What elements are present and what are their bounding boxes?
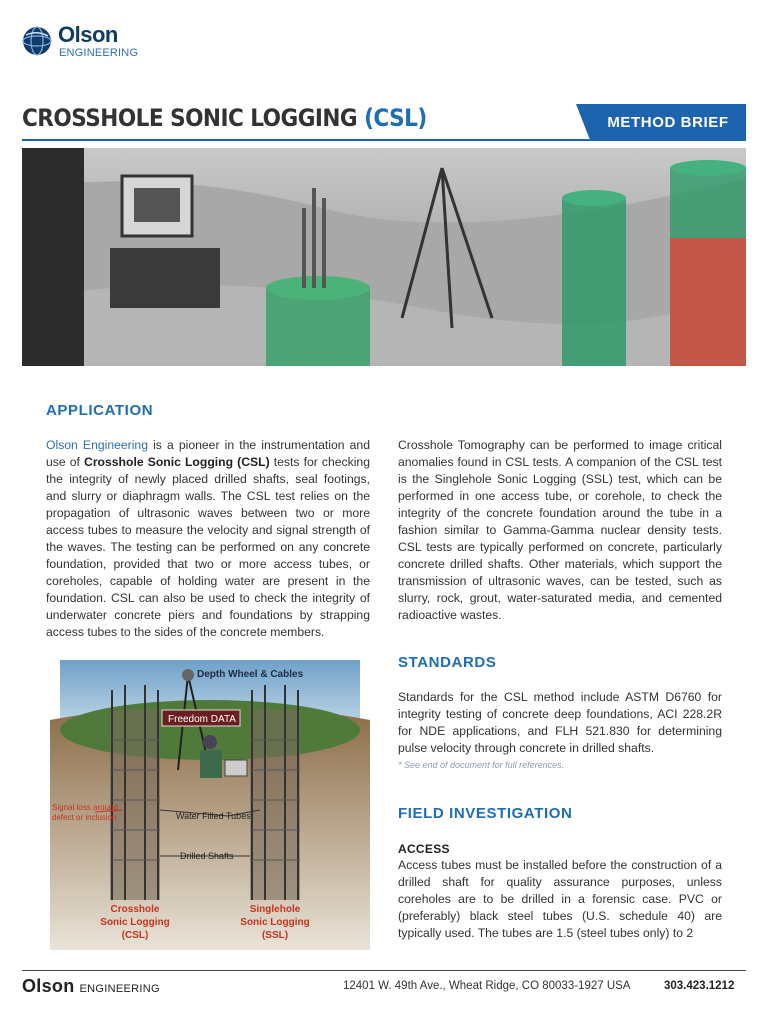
standards-paragraph: Standards for the CSL method include ASTM D6760 for integrity testing of concrete deep foundations, ACI 228.2R for NDE applications, and FLH 521.830 for determining pulse velocity through concrete in drilled shafts.: [398, 690, 722, 755]
title-main: CROSSHOLE SONIC LOGGING: [22, 104, 365, 132]
field-investigation-heading: FIELD INVESTIGATION: [398, 805, 573, 822]
footer-rule: [22, 970, 746, 971]
brand-subtitle: ENGINEERING: [59, 47, 139, 59]
standards-heading: STANDARDS: [398, 654, 497, 671]
ssl-label-2: Sonic Logging: [240, 917, 310, 928]
application-paragraph-1: Olson Engineering is a pioneer in the instrumentation and use of Crosshole Sonic Logging (CSL) tests for checking the integrity of newly placed drilled shafts, seal footings, and slurry or diaphragm walls. The CSL test relies on the propagation of ultrasonic waves between two or more access tubes to measure the velocity and signal strength of the waves. The testing can be performed on any concrete foundation, provided that two or more access tubes, or coreholes, capable of holding water are present in the foundation. CSL can also be used to check the integrity of underwater concrete piers and foundations by strapping access tubes to the sides of the concrete members.: [46, 438, 370, 639]
page-title: [22, 104, 427, 132]
drilled-shafts-label: Drilled Shafts: [180, 851, 234, 861]
olson-logo: [22, 22, 152, 62]
olson-engineering-lead: Olson Engineering: [46, 438, 148, 452]
title-accent: (CSL): [364, 104, 427, 132]
csl-label-1: Crosshole: [110, 904, 160, 915]
footer-logo: [22, 976, 160, 997]
csl-ssl-diagram: [50, 660, 370, 950]
csl-label-2: Sonic Logging: [100, 917, 170, 928]
globe-icon: [22, 26, 52, 56]
water-tubes-label: Water Filled Tubes: [176, 811, 251, 821]
footer-address: 12401 W. 49th Ave., Wheat Ridge, CO 80033-1927 USA: [343, 980, 631, 992]
footer-logo-sub: ENGINEERING: [79, 983, 160, 995]
access-paragraph: Access tubes must be installed before the construction of a drilled shaft for quality assurance purposes, unless coreholes are to be drilled in a forensic case. PVC or (preferably) black steel tubes (U.S. schedule 40) are typically used. The tubes are 1.5 (steel tubes only) to 2: [398, 858, 722, 940]
application-paragraph-2: Crosshole Tomography can be performed to image critical anomalies found in CSL tests. A companion of the CSL test is the Singlehole Sonic Logging (SSL) test, which can be performed in one access tube, or corehole, to check the integrity of the concrete foundation around the tube in a fashion similar to Gamma-Gamma nuclear density tests. CSL tests are typically performed on concrete, particularly concrete drilled shafts. Other materials, which support the transmission of ultrasonic waves, can be tested, such as slurry, rock, grout, water-saturated media, and cemented radioactive wastes.: [398, 438, 722, 622]
ssl-label-1: Singlehole: [249, 904, 301, 915]
signal-loss-label-1: Signal loss around: [52, 803, 118, 812]
references-note: * See end of document for full references.: [398, 760, 565, 770]
method-brief-tab: METHOD BRIEF: [590, 104, 746, 140]
signal-loss-label-2: defect or inclusion: [52, 813, 117, 822]
depth-wheel-label: Depth Wheel & Cables: [197, 669, 304, 680]
title-rule: [22, 139, 746, 141]
footer-logo-name: Olson: [22, 976, 75, 996]
freedom-data-label: Freedom DATA: [168, 714, 236, 725]
footer-phone: 303.423.1212: [664, 980, 735, 992]
application-heading: APPLICATION: [46, 402, 154, 419]
access-subheading: ACCESS: [398, 842, 450, 856]
csl-label-3: (CSL): [121, 930, 149, 941]
csl-bold-term: Crosshole Sonic Logging (CSL): [84, 455, 270, 469]
brand-name: Olson: [58, 22, 118, 47]
ssl-label-3: (SSL): [261, 930, 289, 941]
hero-photo: [22, 148, 746, 366]
